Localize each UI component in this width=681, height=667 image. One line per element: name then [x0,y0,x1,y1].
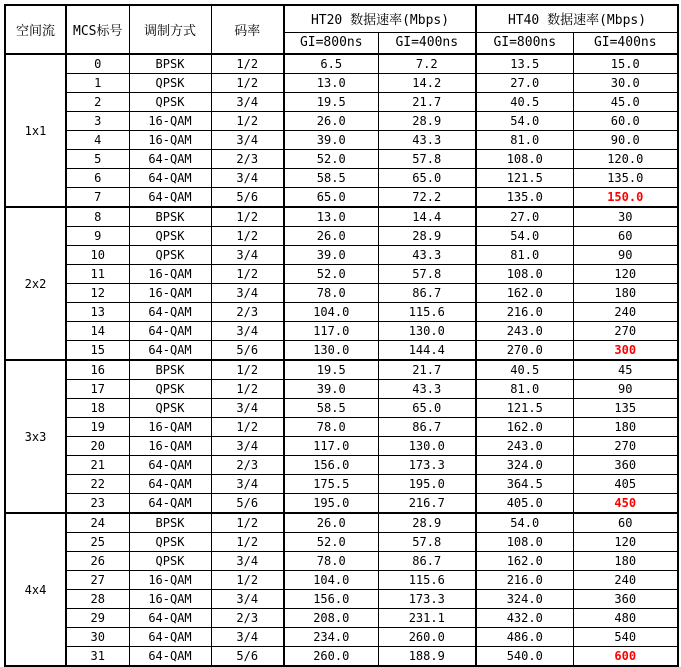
col-header-ht40-gi400: GI=400ns [573,32,678,54]
ht20-gi800-cell: 117.0 [284,437,378,456]
mcs-index-cell: 23 [66,494,129,514]
mcs-index-cell: 14 [66,322,129,341]
ht40-gi400-cell: 15.0 [573,54,678,74]
ht40-gi800-cell: 54.0 [476,112,573,131]
ht20-gi400-cell: 86.7 [378,284,476,303]
ht20-gi400-cell: 86.7 [378,418,476,437]
modulation-cell: QPSK [129,399,211,418]
ht20-gi400-cell: 260.0 [378,628,476,647]
ht20-gi400-cell: 173.3 [378,456,476,475]
ht40-gi800-cell: 405.0 [476,494,573,514]
ht20-gi800-cell: 234.0 [284,628,378,647]
mcs-index-cell: 17 [66,380,129,399]
modulation-cell: 64-QAM [129,150,211,169]
ht20-gi800-cell: 19.5 [284,93,378,112]
ht40-gi400-cell: 150.0 [573,188,678,208]
ht40-gi800-cell: 13.5 [476,54,573,74]
code-rate-cell: 1/2 [211,227,284,246]
ht40-gi800-cell: 40.5 [476,360,573,380]
ht40-gi800-cell: 54.0 [476,513,573,533]
ht20-gi800-cell: 65.0 [284,188,378,208]
ht40-gi400-cell: 405 [573,475,678,494]
table-row [5,456,678,475]
ht20-gi400-cell: 130.0 [378,437,476,456]
table-row [5,647,678,667]
ht40-gi800-cell: 135.0 [476,188,573,208]
ht40-gi800-cell: 243.0 [476,322,573,341]
code-rate-cell: 3/4 [211,399,284,418]
ht20-gi400-cell: 130.0 [378,322,476,341]
col-header-ht40-gi800: GI=800ns [476,32,573,54]
ht40-gi800-cell: 216.0 [476,571,573,590]
ht20-gi400-cell: 21.7 [378,360,476,380]
ht40-gi400-cell: 90 [573,246,678,265]
ht20-gi800-cell: 208.0 [284,609,378,628]
table-row [5,571,678,590]
ht20-gi800-cell: 39.0 [284,131,378,150]
ht40-gi400-cell: 540 [573,628,678,647]
table-row [5,74,678,93]
table-row [5,609,678,628]
modulation-cell: QPSK [129,246,211,265]
ht40-gi400-cell: 120 [573,265,678,284]
ht20-gi400-cell: 28.9 [378,513,476,533]
code-rate-cell: 5/6 [211,341,284,361]
modulation-cell: QPSK [129,227,211,246]
code-rate-cell: 1/2 [211,571,284,590]
ht20-gi400-cell: 65.0 [378,169,476,188]
ht40-gi400-cell: 45.0 [573,93,678,112]
code-rate-cell: 1/2 [211,513,284,533]
ht20-gi400-cell: 14.4 [378,207,476,227]
ht40-gi800-cell: 121.5 [476,169,573,188]
code-rate-cell: 1/2 [211,265,284,284]
modulation-cell: QPSK [129,380,211,399]
table-row [5,590,678,609]
ht20-gi800-cell: 156.0 [284,456,378,475]
mcs-index-cell: 31 [66,647,129,667]
col-header-ht20-gi800: GI=800ns [284,32,378,54]
ht20-gi800-cell: 117.0 [284,322,378,341]
mcs-index-cell: 1 [66,74,129,93]
mcs-index-cell: 11 [66,265,129,284]
ht40-gi400-cell: 30 [573,207,678,227]
code-rate-cell: 3/4 [211,131,284,150]
ht40-gi400-cell: 135 [573,399,678,418]
code-rate-cell: 3/4 [211,628,284,647]
col-header-modulation: 调制方式 [129,5,211,54]
mcs-index-cell: 25 [66,533,129,552]
code-rate-cell: 3/4 [211,284,284,303]
ht20-gi800-cell: 104.0 [284,303,378,322]
ht20-gi800-cell: 78.0 [284,284,378,303]
ht40-gi400-cell: 300 [573,341,678,361]
ht40-gi400-cell: 240 [573,571,678,590]
ht20-gi400-cell: 14.2 [378,74,476,93]
table-row [5,399,678,418]
modulation-cell: 64-QAM [129,647,211,667]
code-rate-cell: 3/4 [211,246,284,265]
modulation-cell: 16-QAM [129,284,211,303]
ht40-gi800-cell: 432.0 [476,609,573,628]
mcs-index-cell: 20 [66,437,129,456]
ht20-gi400-cell: 7.2 [378,54,476,74]
table-row [5,513,678,533]
modulation-cell: QPSK [129,533,211,552]
col-group-ht20: HT20 数据速率(Mbps) [284,5,476,32]
ht20-gi400-cell: 43.3 [378,380,476,399]
code-rate-cell: 3/4 [211,93,284,112]
table-row [5,322,678,341]
table-row [5,380,678,399]
ht40-gi400-cell: 180 [573,284,678,303]
modulation-cell: 64-QAM [129,322,211,341]
ht20-gi400-cell: 57.8 [378,265,476,284]
ht40-gi400-cell: 360 [573,456,678,475]
mcs-index-cell: 24 [66,513,129,533]
table-row [5,552,678,571]
col-header-ht20-gi400: GI=400ns [378,32,476,54]
ht20-gi400-cell: 231.1 [378,609,476,628]
modulation-cell: 16-QAM [129,437,211,456]
ht20-gi400-cell: 21.7 [378,93,476,112]
ht20-gi800-cell: 58.5 [284,399,378,418]
modulation-cell: BPSK [129,513,211,533]
ht20-gi400-cell: 188.9 [378,647,476,667]
modulation-cell: 64-QAM [129,341,211,361]
ht20-gi400-cell: 115.6 [378,303,476,322]
code-rate-cell: 3/4 [211,437,284,456]
mcs-index-cell: 22 [66,475,129,494]
code-rate-cell: 2/3 [211,303,284,322]
ht20-gi800-cell: 13.0 [284,207,378,227]
ht20-gi800-cell: 104.0 [284,571,378,590]
ht40-gi400-cell: 120.0 [573,150,678,169]
ht40-gi800-cell: 108.0 [476,533,573,552]
modulation-cell: QPSK [129,552,211,571]
ht40-gi400-cell: 240 [573,303,678,322]
ht40-gi800-cell: 324.0 [476,456,573,475]
table-row [5,131,678,150]
ht40-gi800-cell: 364.5 [476,475,573,494]
ht40-gi400-cell: 270 [573,322,678,341]
ht20-gi400-cell: 72.2 [378,188,476,208]
ht40-gi400-cell: 360 [573,590,678,609]
mcs-index-cell: 7 [66,188,129,208]
ht20-gi800-cell: 58.5 [284,169,378,188]
mcs-index-cell: 0 [66,54,129,74]
ht20-gi400-cell: 43.3 [378,246,476,265]
code-rate-cell: 1/2 [211,533,284,552]
ht20-gi800-cell: 19.5 [284,360,378,380]
ht40-gi800-cell: 162.0 [476,284,573,303]
table-row [5,188,678,208]
modulation-cell: BPSK [129,360,211,380]
ht40-gi400-cell: 600 [573,647,678,667]
ht40-gi800-cell: 270.0 [476,341,573,361]
mcs-index-cell: 30 [66,628,129,647]
ht40-gi400-cell: 60 [573,513,678,533]
ht20-gi400-cell: 195.0 [378,475,476,494]
spatial-stream-cell: 2x2 [5,207,66,360]
code-rate-cell: 5/6 [211,188,284,208]
ht20-gi800-cell: 26.0 [284,227,378,246]
ht40-gi800-cell: 243.0 [476,437,573,456]
ht20-gi800-cell: 260.0 [284,647,378,667]
ht20-gi400-cell: 28.9 [378,227,476,246]
modulation-cell: 16-QAM [129,112,211,131]
code-rate-cell: 1/2 [211,74,284,93]
modulation-cell: 16-QAM [129,590,211,609]
ht20-gi800-cell: 13.0 [284,74,378,93]
ht40-gi800-cell: 54.0 [476,227,573,246]
table-row [5,112,678,131]
table-header [5,5,678,54]
ht40-gi800-cell: 216.0 [476,303,573,322]
ht20-gi800-cell: 175.5 [284,475,378,494]
ht40-gi400-cell: 480 [573,609,678,628]
ht40-gi400-cell: 135.0 [573,169,678,188]
mcs-index-cell: 12 [66,284,129,303]
modulation-cell: BPSK [129,54,211,74]
ht40-gi400-cell: 60 [573,227,678,246]
modulation-cell: 64-QAM [129,188,211,208]
code-rate-cell: 1/2 [211,360,284,380]
code-rate-cell: 1/2 [211,207,284,227]
table-row [5,207,678,227]
code-rate-cell: 3/4 [211,322,284,341]
ht20-gi400-cell: 28.9 [378,112,476,131]
modulation-cell: 16-QAM [129,265,211,284]
mcs-index-cell: 27 [66,571,129,590]
ht20-gi800-cell: 39.0 [284,246,378,265]
ht40-gi800-cell: 162.0 [476,552,573,571]
ht20-gi800-cell: 195.0 [284,494,378,514]
table-row [5,628,678,647]
code-rate-cell: 2/3 [211,456,284,475]
ht20-gi400-cell: 43.3 [378,131,476,150]
modulation-cell: 16-QAM [129,571,211,590]
ht20-gi400-cell: 57.8 [378,150,476,169]
ht20-gi400-cell: 216.7 [378,494,476,514]
ht20-gi800-cell: 78.0 [284,418,378,437]
col-header-mcs-index: MCS标号 [66,5,129,54]
mcs-index-cell: 4 [66,131,129,150]
ht20-gi800-cell: 52.0 [284,150,378,169]
mcs-index-cell: 28 [66,590,129,609]
ht40-gi800-cell: 27.0 [476,74,573,93]
table-row [5,246,678,265]
modulation-cell: 64-QAM [129,628,211,647]
mcs-index-cell: 18 [66,399,129,418]
code-rate-cell: 2/3 [211,150,284,169]
table-row [5,284,678,303]
table-row [5,150,678,169]
ht40-gi400-cell: 180 [573,552,678,571]
mcs-index-cell: 2 [66,93,129,112]
ht40-gi400-cell: 270 [573,437,678,456]
code-rate-cell: 1/2 [211,112,284,131]
ht20-gi800-cell: 6.5 [284,54,378,74]
modulation-cell: BPSK [129,207,211,227]
ht20-gi800-cell: 78.0 [284,552,378,571]
modulation-cell: 64-QAM [129,475,211,494]
code-rate-cell: 1/2 [211,418,284,437]
ht40-gi400-cell: 90.0 [573,131,678,150]
modulation-cell: 64-QAM [129,303,211,322]
ht20-gi400-cell: 173.3 [378,590,476,609]
ht20-gi800-cell: 39.0 [284,380,378,399]
mcs-index-cell: 6 [66,169,129,188]
mcs-index-cell: 10 [66,246,129,265]
mcs-index-cell: 3 [66,112,129,131]
table-row [5,475,678,494]
mcs-index-cell: 19 [66,418,129,437]
ht20-gi800-cell: 26.0 [284,513,378,533]
ht40-gi800-cell: 81.0 [476,131,573,150]
ht20-gi400-cell: 65.0 [378,399,476,418]
ht20-gi400-cell: 115.6 [378,571,476,590]
ht20-gi800-cell: 52.0 [284,265,378,284]
modulation-cell: 64-QAM [129,494,211,514]
mcs-index-cell: 13 [66,303,129,322]
mcs-index-cell: 21 [66,456,129,475]
code-rate-cell: 3/4 [211,552,284,571]
table-row [5,533,678,552]
table-row [5,418,678,437]
code-rate-cell: 1/2 [211,54,284,74]
ht20-gi800-cell: 26.0 [284,112,378,131]
table-row [5,169,678,188]
modulation-cell: 16-QAM [129,131,211,150]
col-header-code-rate: 码率 [211,5,284,54]
ht40-gi800-cell: 324.0 [476,590,573,609]
spatial-stream-cell: 3x3 [5,360,66,513]
table-row [5,303,678,322]
spatial-stream-cell: 1x1 [5,54,66,207]
ht40-gi400-cell: 45 [573,360,678,380]
ht20-gi800-cell: 52.0 [284,533,378,552]
table-row [5,494,678,514]
mcs-index-cell: 8 [66,207,129,227]
code-rate-cell: 3/4 [211,590,284,609]
ht40-gi800-cell: 108.0 [476,150,573,169]
modulation-cell: 64-QAM [129,609,211,628]
ht40-gi400-cell: 450 [573,494,678,514]
ht40-gi800-cell: 162.0 [476,418,573,437]
modulation-cell: QPSK [129,93,211,112]
col-group-ht40: HT40 数据速率(Mbps) [476,5,678,32]
table-row [5,93,678,112]
mcs-index-cell: 5 [66,150,129,169]
mcs-data-rate-table [4,4,679,667]
ht40-gi400-cell: 90 [573,380,678,399]
ht40-gi800-cell: 121.5 [476,399,573,418]
ht40-gi800-cell: 40.5 [476,93,573,112]
ht20-gi800-cell: 130.0 [284,341,378,361]
ht40-gi400-cell: 120 [573,533,678,552]
ht20-gi400-cell: 86.7 [378,552,476,571]
ht40-gi800-cell: 486.0 [476,628,573,647]
table-body [5,54,678,666]
col-header-spatial-stream: 空间流 [5,5,66,54]
table-row [5,227,678,246]
mcs-index-cell: 9 [66,227,129,246]
code-rate-cell: 2/3 [211,609,284,628]
modulation-cell: 64-QAM [129,456,211,475]
code-rate-cell: 5/6 [211,494,284,514]
table-row [5,437,678,456]
ht40-gi800-cell: 81.0 [476,246,573,265]
modulation-cell: QPSK [129,74,211,93]
ht40-gi800-cell: 81.0 [476,380,573,399]
code-rate-cell: 5/6 [211,647,284,667]
table-row [5,265,678,284]
spatial-stream-cell: 4x4 [5,513,66,666]
ht40-gi400-cell: 180 [573,418,678,437]
code-rate-cell: 3/4 [211,475,284,494]
modulation-cell: 64-QAM [129,169,211,188]
table-row [5,360,678,380]
mcs-index-cell: 29 [66,609,129,628]
ht40-gi400-cell: 60.0 [573,112,678,131]
table-row [5,54,678,74]
ht40-gi800-cell: 27.0 [476,207,573,227]
mcs-index-cell: 15 [66,341,129,361]
mcs-index-cell: 16 [66,360,129,380]
ht20-gi800-cell: 156.0 [284,590,378,609]
mcs-index-cell: 26 [66,552,129,571]
code-rate-cell: 1/2 [211,380,284,399]
ht40-gi800-cell: 540.0 [476,647,573,667]
ht20-gi400-cell: 144.4 [378,341,476,361]
code-rate-cell: 3/4 [211,169,284,188]
ht40-gi400-cell: 30.0 [573,74,678,93]
modulation-cell: 16-QAM [129,418,211,437]
ht40-gi800-cell: 108.0 [476,265,573,284]
ht20-gi400-cell: 57.8 [378,533,476,552]
table-row [5,341,678,361]
